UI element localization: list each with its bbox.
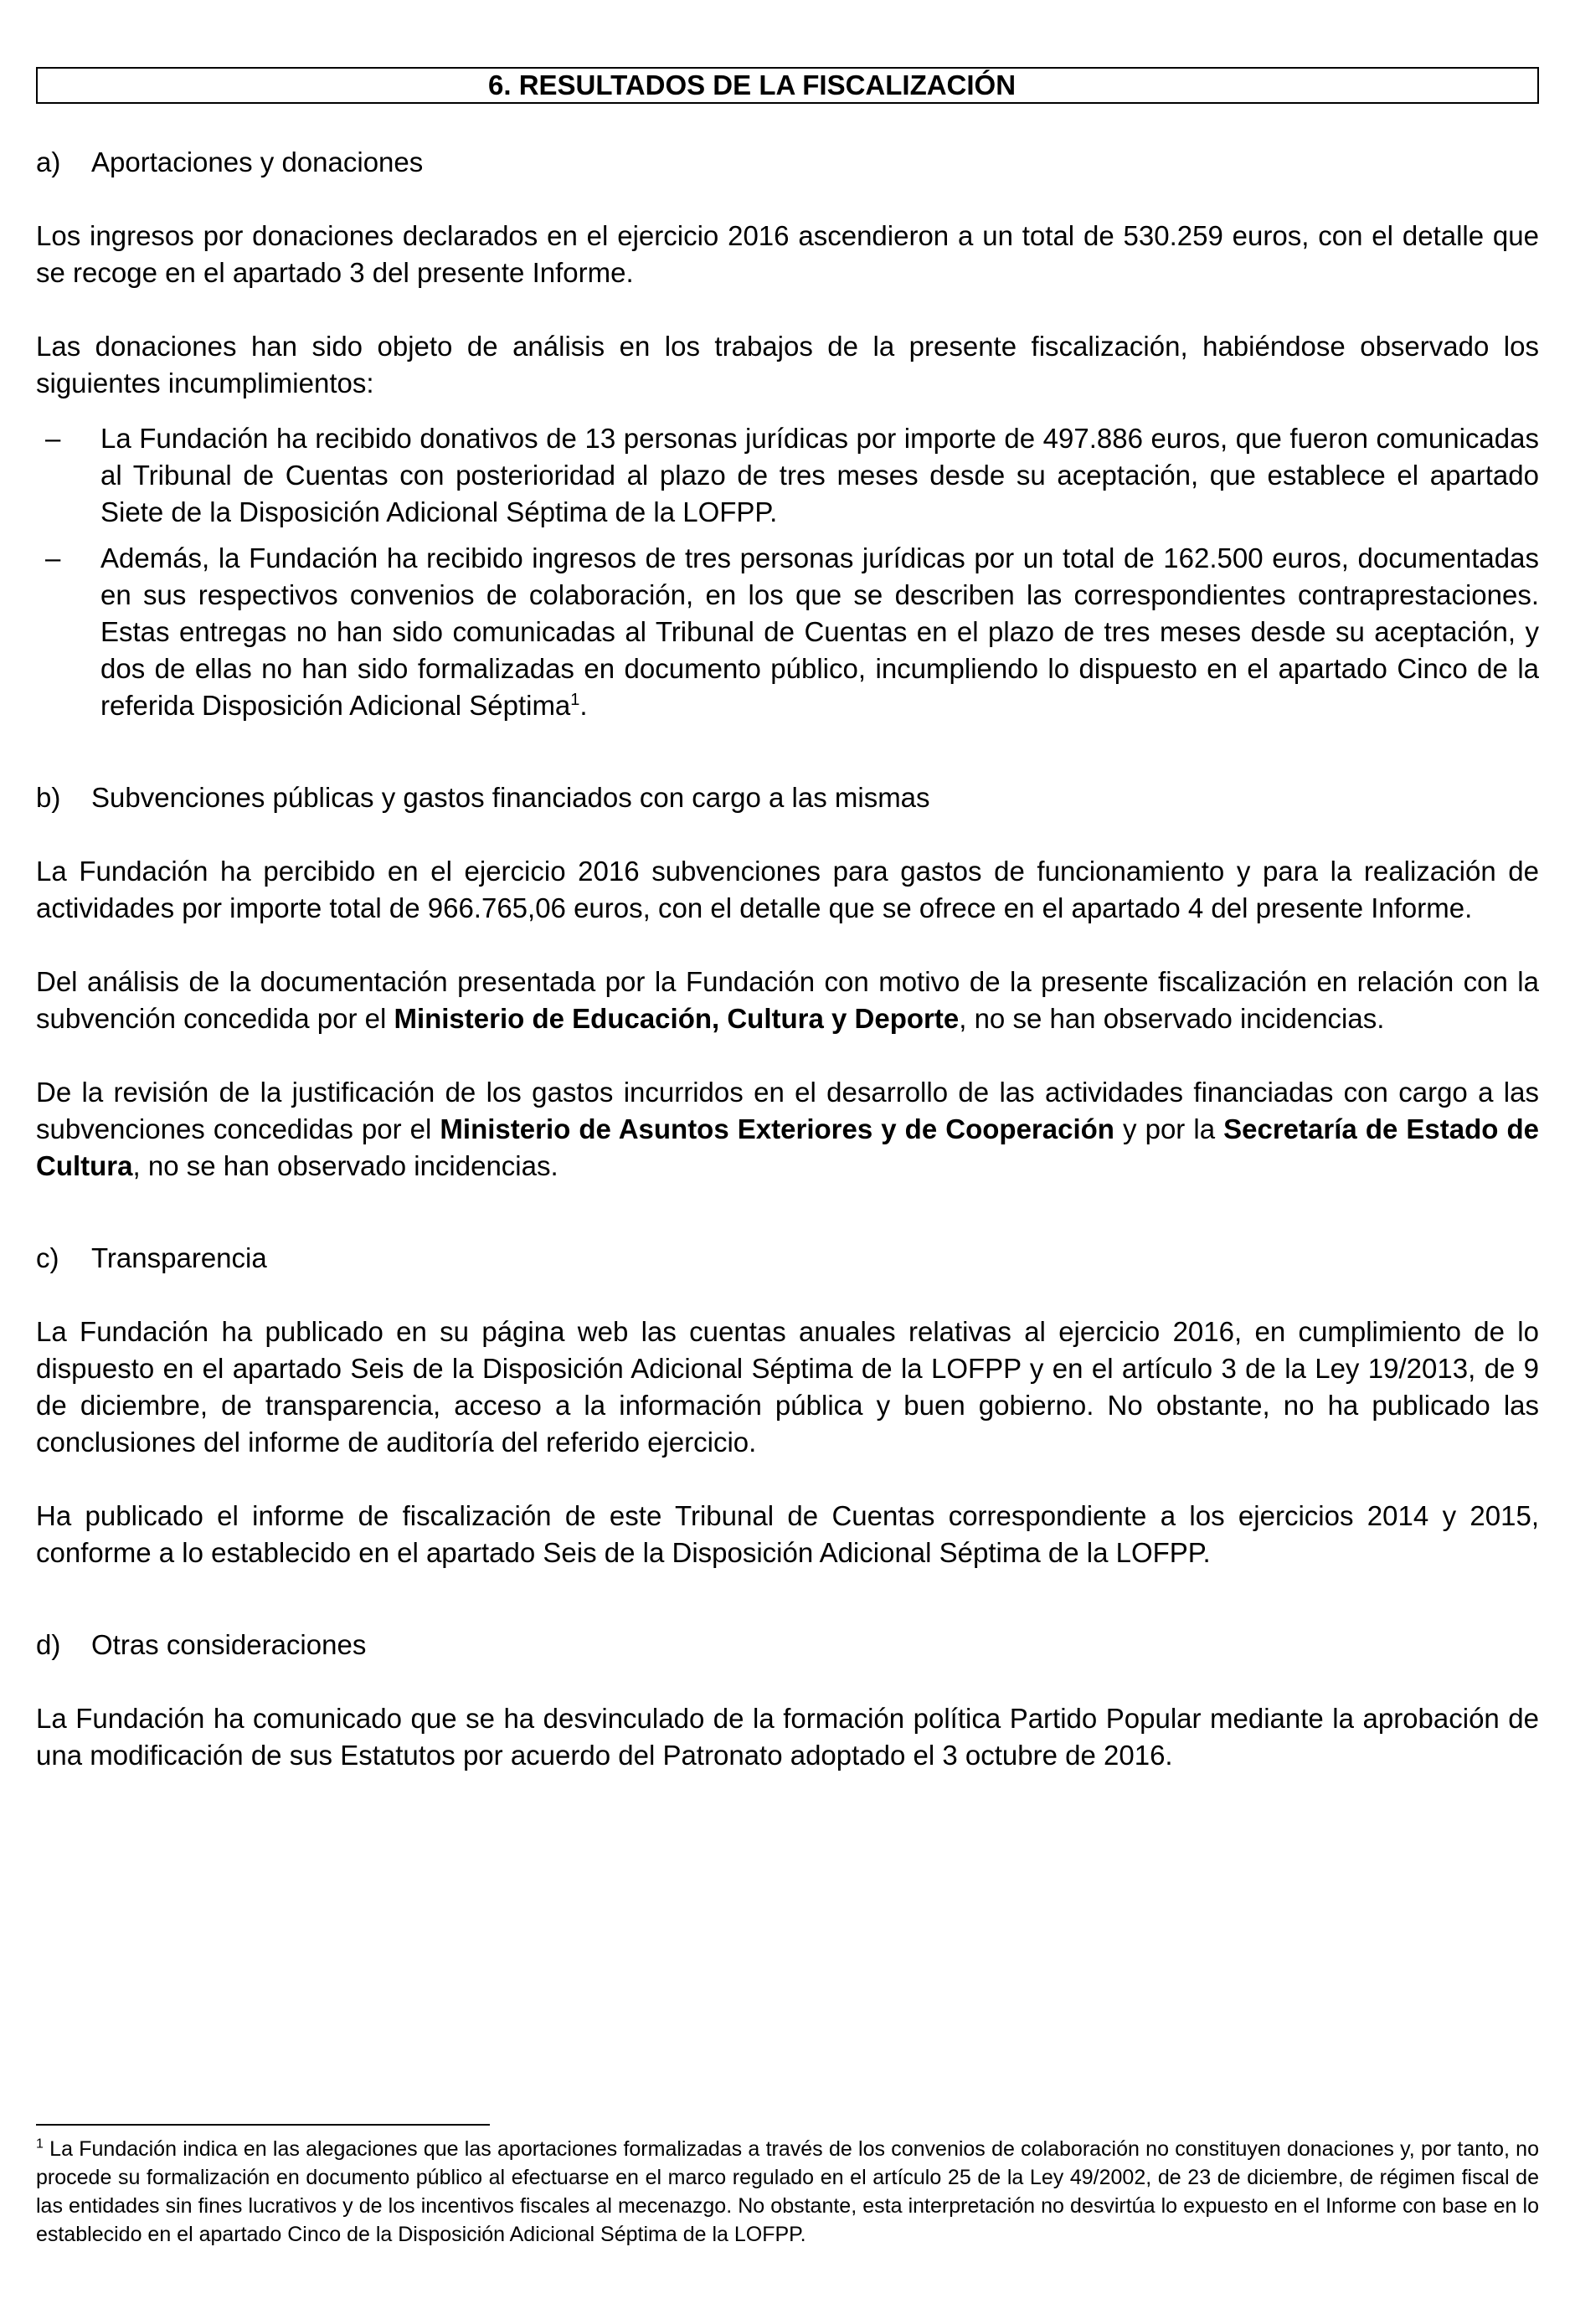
subheading-c	[36, 1240, 1539, 1277]
dash-bullet: –	[45, 542, 61, 573]
footnote-marker: 1	[36, 2136, 44, 2152]
subheading-letter: a)	[36, 147, 61, 177]
footnote-link[interactable]: 1	[570, 691, 580, 709]
subheading-d	[36, 1627, 1539, 1663]
footnote-separator	[36, 2124, 490, 2126]
entity-name: Secretaría de Estado de Cultura	[36, 1113, 1539, 1181]
subheading-text: Subvenciones públicas y gastos financiados con cargo a las mismas	[91, 782, 930, 813]
entity-name: Ministerio de Asuntos Exteriores y de Cooperación	[440, 1113, 1114, 1144]
list-item: – Además, la Fundación ha recibido ingresos de tres personas jurídicas por un total de 162.500 euros, documentadas en sus respectivos convenios de colaboración, en los que se describen las correspondientes contraprestaciones. Estas entregas no han sido comunicadas al Tribunal de Cuentas en el plazo de tres meses desde su aceptación, y dos de ellas no han sido formalizadas en documento público, incumpliendo lo dispuesto en el apartado Cinco de la referida Disposición Adicional Séptima$^1$.	[36, 540, 1539, 724]
subheading-text: Aportaciones y donaciones	[91, 147, 424, 177]
list-item-text: Además, la Fundación ha recibido ingresos de tres personas jurídicas por un total de 162.500 euros, documentadas en sus respectivos convenios de colaboración, en los que se describen las correspondientes contraprestaciones. Estas entregas no han sido comunicadas al Tribunal de Cuentas en el plazo de tres meses desde su aceptación, y dos de ellas no han sido formalizadas en documento público, incumpliendo lo dispuesto en el apartado Cinco de la referida Disposición Adicional Séptima	[100, 542, 1539, 721]
document-page	[36, 67, 1539, 1774]
entity-name: Ministerio de Educación, Cultura y Deporte	[394, 1003, 960, 1034]
subheading-text: Otras consideraciones	[91, 1629, 367, 1660]
paragraph-b1: La Fundación ha percibido en el ejercicio 2016 subvenciones para gastos de funcionamiento y para la realización de actividades por importe total de 966.765,06 euros, con el detalle que se ofrece en el apartado 4 del presente Informe.	[36, 856, 1539, 923]
list-item-text: La Fundación ha recibido donativos de 13 personas jurídicas por importe de 497.886 euros, que fueron comunicadas al Tribunal de Cuentas con posterioridad al plazo de tres meses desde su aceptación, que establece el apartado Siete de la Disposición Adicional Séptima de la LOFPP.	[100, 423, 1539, 527]
subheading-a	[36, 144, 1539, 181]
subheading-letter: c)	[36, 1242, 59, 1273]
paragraph-a1: Los ingresos por donaciones declarados en el ejercicio 2016 ascendieron a un total de 530.259 euros, con el detalle que se recoge en el apartado 3 del presente Informe.	[36, 220, 1539, 288]
list-item	[36, 420, 1539, 531]
paragraph-d1: La Fundación ha comunicado que se ha desvinculado de la formación política Partido Popular mediante la aprobación de una modificación de sus Estatutos por acuerdo del Patronato adoptado el 3 octubre de 2016.	[36, 1703, 1539, 1771]
subheading-letter: b)	[36, 782, 61, 813]
paragraph-c2: Ha publicado el informe de fiscalización de este Tribunal de Cuentas correspondiente a los ejercicios 2014 y 2015, conforme a lo establecido en el apartado Seis de la Disposición Adicional Séptima de la LOFPP.	[36, 1500, 1539, 1568]
subheading-text: Transparencia	[91, 1242, 267, 1273]
dash-bullet: –	[45, 423, 61, 454]
incumplimientos-list	[36, 420, 1539, 724]
subheading-letter: d)	[36, 1629, 61, 1660]
footnote	[36, 2135, 1539, 2249]
footnote-text: La Fundación indica en las alegaciones que las aportaciones formalizadas a través de los convenios de colaboración no constituyen donaciones y, por tanto, no procede su formalización en documento público al efectuarse en el marco regulado en el artículo 25 de la Ley 49/2002, de 23 de diciembre, de régimen fiscal de las entidades sin fines lucrativos y de los incentivos fiscales al mecenazgo. No obstante, esta interpretación no desvirtúa lo expuesto en el Informe con base en lo establecido en el apartado Cinco de la Disposición Adicional Séptima de la LOFPP.	[36, 2137, 1539, 2246]
section-title: 6. RESULTADOS DE LA FISCALIZACIÓN	[36, 67, 1539, 104]
paragraph-a2: Las donaciones han sido objeto de análisis en los trabajos de la presente fiscalización, habiéndose observado los siguientes incumplimientos:	[36, 331, 1539, 398]
paragraph-b2: Del análisis de la documentación presentada por la Fundación con motivo de la presente fiscalización en relación con la subvención concedida por el Ministerio de Educación, Cultura y Deporte, no se han observado incidencias.	[36, 966, 1539, 1034]
paragraph-c1: La Fundación ha publicado en su página web las cuentas anuales relativas al ejercicio 2016, en cumplimiento de lo dispuesto en el apartado Seis de la Disposición Adicional Séptima de la LOFPP y en el artículo 3 de la Ley 19/2013, de 9 de diciembre, de transparencia, acceso a la información pública y buen gobierno. No obstante, no ha publicado las conclusiones del informe de auditoría del referido ejercicio.	[36, 1316, 1539, 1458]
subheading-b	[36, 779, 1539, 816]
paragraph-b3: De la revisión de la justificación de los gastos incurridos en el desarrollo de las actividades financiadas con cargo a las subvenciones concedidas por el Ministerio de Asuntos Exteriores y de Cooperación y por la Secretaría de Estado de Cultura, no se han observado incidencias.	[36, 1077, 1539, 1181]
